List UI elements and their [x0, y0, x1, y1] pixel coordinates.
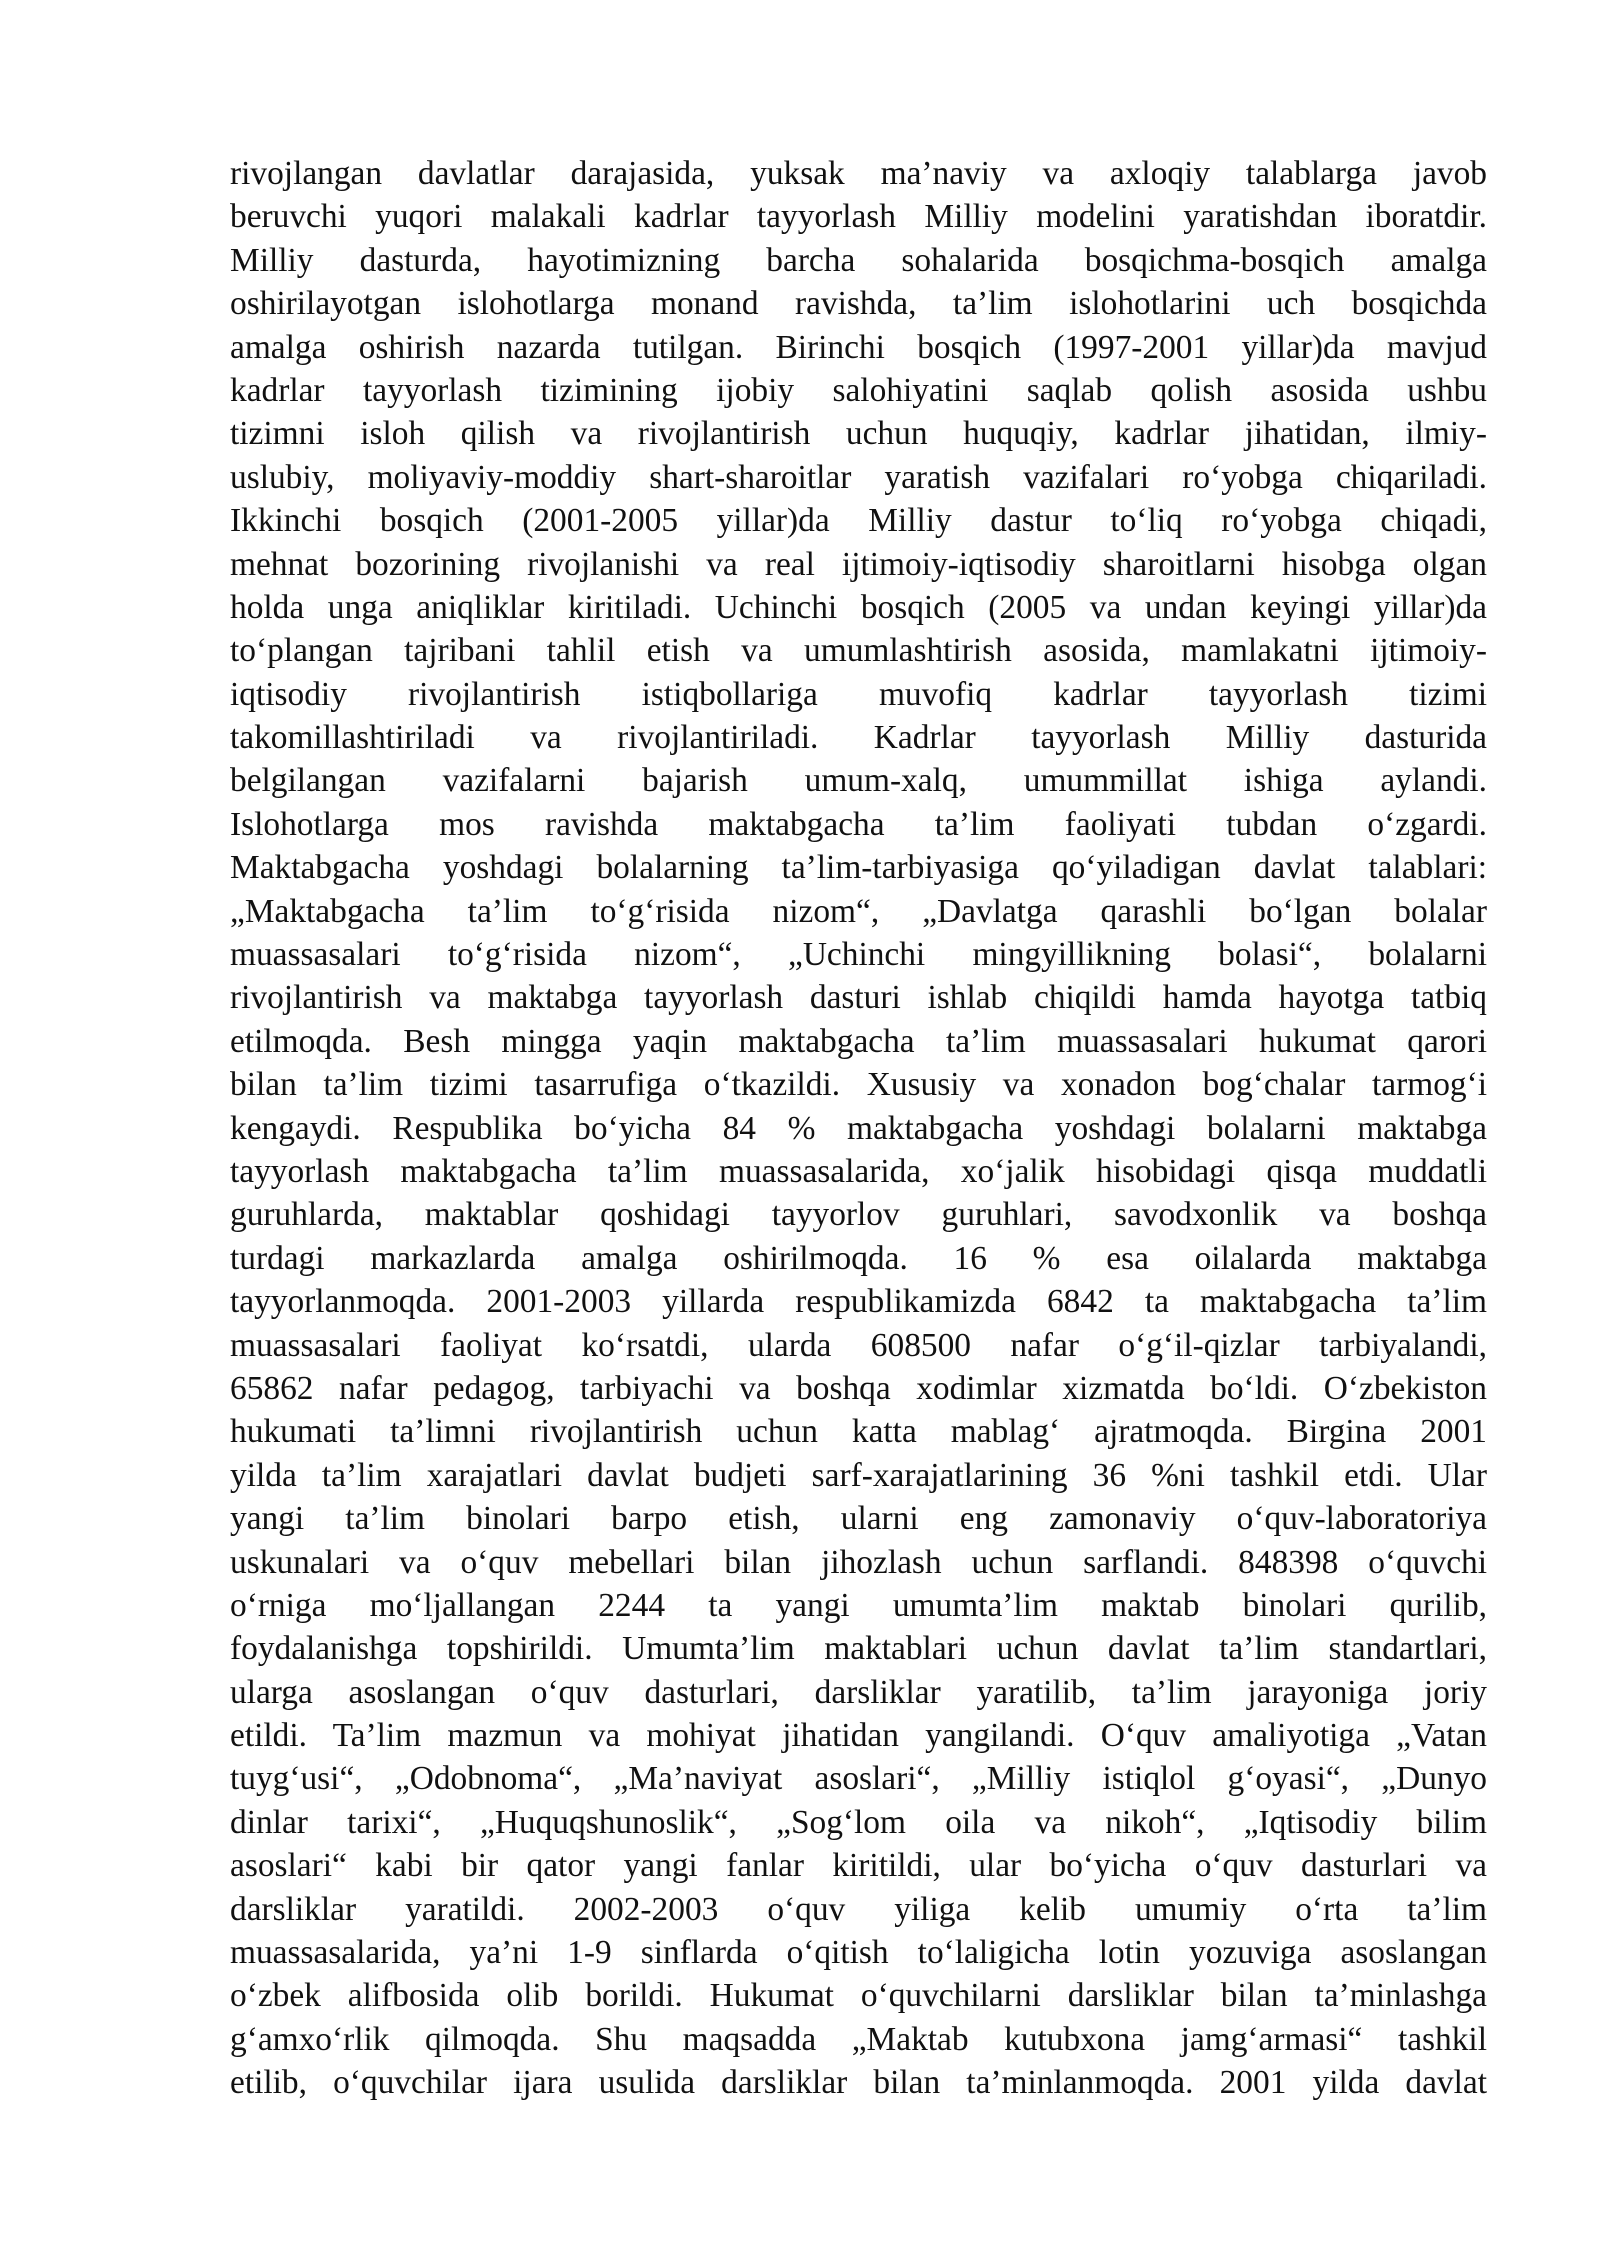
- text-line: 65862 nafar pedagog, tarbiyachi va boshqa xodimlar xizmatda bo‘ldi. O‘zbekiston: [230, 1369, 1487, 1407]
- text-line: etilib, o‘quvchilar ijara usulida darsliklar bilan ta’minlanmoqda. 2001 yilda davlat: [230, 2064, 1487, 2102]
- text-line: ularga asoslangan o‘quv dasturlari, darsliklar yaratilib, ta’lim jarayoniga joriy: [230, 1673, 1487, 1711]
- text-line: turdagi markazlarda amalga oshirilmoqda. 16 % esa oilalarda maktabga: [230, 1239, 1487, 1277]
- body-text: [230, 152, 1487, 2105]
- text-line: mehnat bozorining rivojlanishi va real ijtimoiy-iqtisodiy sharoitlarni hisobga olgan: [230, 545, 1487, 583]
- text-line: kengaydi. Respublika bo‘yicha 84 % maktabgacha yoshdagi bolalarni maktabga: [230, 1109, 1487, 1147]
- text-line: etilmoqda. Besh mingga yaqin maktabgacha ta’lim muassasalari hukumat qarori: [230, 1022, 1487, 1060]
- text-line: rivojlangan davlatlar darajasida, yuksak ma’naviy va axloqiy talablarga javob: [230, 155, 1487, 192]
- text-line: tuyg‘usi“, „Odobnoma“, „Ma’naviyat asoslari“, „Milliy istiqlol g‘oyasi“, „Dunyo: [230, 1760, 1487, 1798]
- text-line: uskunalari va o‘quv mebellari bilan jihozlash uchun sarflandi. 848398 o‘quvchi: [230, 1543, 1487, 1581]
- text-line: darsliklar yaratildi. 2002-2003 o‘quv yiliga kelib umumiy o‘rta ta’lim: [230, 1890, 1487, 1928]
- text-line: dinlar tarixi“, „Huquqshunoslik“, „Sog‘lom oila va nikoh“, „Iqtisodiy bilim: [230, 1803, 1487, 1841]
- text-line: takomillashtiriladi va rivojlantiriladi. Kadrlar tayyorlash Milliy dasturida: [230, 719, 1487, 757]
- text-line: foydalanishga topshirildi. Umumta’lim maktablari uchun davlat ta’lim standartlari,: [230, 1630, 1487, 1668]
- text-line: tayyorlanmoqda. 2001-2003 yillarda respublikamizda 6842 ta maktabgacha ta’lim: [230, 1283, 1487, 1321]
- text-line: Islohotlarga mos ravishda maktabgacha ta’lim faoliyati tubdan o‘zgardi.: [230, 805, 1487, 843]
- text-line: etildi. Ta’lim mazmun va mohiyat jihatidan yangilandi. O‘quv amaliyotiga „Vatan: [230, 1717, 1487, 1755]
- text-line: muassasalarida, ya’ni 1-9 sinflarda o‘qitish to‘laligicha lotin yozuviga asoslangan: [230, 1934, 1487, 1972]
- text-line: oshirilayotgan islohotlarga monand ravishda, ta’lim islohotlarini uch bosqichda: [230, 285, 1487, 323]
- text-line: tayyorlash maktabgacha ta’lim muassasalarida, xo‘jalik hisobidagi qisqa muddatli: [230, 1152, 1487, 1190]
- text-line: uslubiy, moliyaviy-moddiy shart-sharoitlar yaratish vazifalari ro‘yobga chiqariladi.: [230, 458, 1487, 496]
- text-line: o‘rniga mo‘ljallangan 2244 ta yangi umumta’lim maktab binolari qurilib,: [230, 1586, 1487, 1624]
- text-line: beruvchi yuqori malakali kadrlar tayyorlash Milliy modelini yaratishdan iboratdir.: [230, 198, 1487, 236]
- text-line: iqtisodiy rivojlantirish istiqbollariga muvofiq kadrlar tayyorlash tizimi: [230, 675, 1487, 713]
- text-line: g‘amxo‘rlik qilmoqda. Shu maqsadda „Maktab kutubxona jamg‘armasi“ tashkil: [230, 2020, 1487, 2058]
- text-line: hukumati ta’limni rivojlantirish uchun katta mablag‘ ajratmoqda. Birgina 2001: [230, 1413, 1487, 1451]
- text-line: Milliy dasturda, hayotimizning barcha sohalarida bosqichma-bosqich amalga: [230, 241, 1487, 279]
- text-line: Maktabgacha yoshdagi bolalarning ta’lim-tarbiyasiga qo‘yiladigan davlat talablari:: [230, 849, 1487, 887]
- text-line: o‘zbek alifbosida olib borildi. Hukumat o‘quvchilarni darsliklar bilan ta’minlashga: [230, 1977, 1487, 2015]
- text-line: belgilangan vazifalarni bajarish umum-xalq, umummillat ishiga aylandi.: [230, 762, 1487, 800]
- text-line: muassasalari to‘g‘risida nizom“, „Uchinchi mingyillikning bolasi“, bolalarni: [230, 936, 1487, 974]
- text-line: bilan ta’lim tizimi tasarrufiga o‘tkazildi. Xususiy va xonadon bog‘chalar tarmog‘i: [230, 1066, 1487, 1104]
- text-line: amalga oshirish nazarda tutilgan. Birinchi bosqich (1997-2001 yillar)da mavjud: [230, 328, 1487, 366]
- text-line: Ikkinchi bosqich (2001-2005 yillar)da Milliy dastur to‘liq ro‘yobga chiqadi,: [230, 502, 1487, 540]
- text-line: to‘plangan tajribani tahlil etish va umumlashtirish asosida, mamlakatni ijtimoiy-: [230, 632, 1487, 670]
- text-line: yangi ta’lim binolari barpo etish, ularni eng zamonaviy o‘quv-laboratoriya: [230, 1500, 1487, 1538]
- text-line: „Maktabgacha ta’lim to‘g‘risida nizom“, „Davlatga qarashli bo‘lgan bolalar: [230, 892, 1487, 930]
- text-line: holda unga aniqliklar kiritiladi. Uchinchi bosqich (2005 va undan keyingi yillar)da: [230, 588, 1487, 626]
- text-line: guruhlarda, maktablar qoshidagi tayyorlov guruhlari, savodxonlik va boshqa: [230, 1196, 1487, 1234]
- text-line: kadrlar tayyorlash tizimining ijobiy salohiyatini saqlab qolish asosida ushbu: [230, 371, 1487, 409]
- text-line: tizimni isloh qilish va rivojlantirish uchun huquqiy, kadrlar jihatidan, ilmiy-: [230, 415, 1487, 453]
- text-line: rivojlantirish va maktabga tayyorlash dasturi ishlab chiqildi hamda hayotga tatbiq: [230, 979, 1487, 1017]
- text-line: asoslari“ kabi bir qator yangi fanlar kiritildi, ular bo‘yicha o‘quv dasturlari va: [230, 1847, 1487, 1885]
- text-line: muassasalari faoliyat ko‘rsatdi, ularda 608500 nafar o‘g‘il-qizlar tarbiyalandi,: [230, 1326, 1487, 1364]
- text-line: yilda ta’lim xarajatlari davlat budjeti sarf-xarajatlarining 36 %ni tashkil etdi. Ular: [230, 1456, 1487, 1494]
